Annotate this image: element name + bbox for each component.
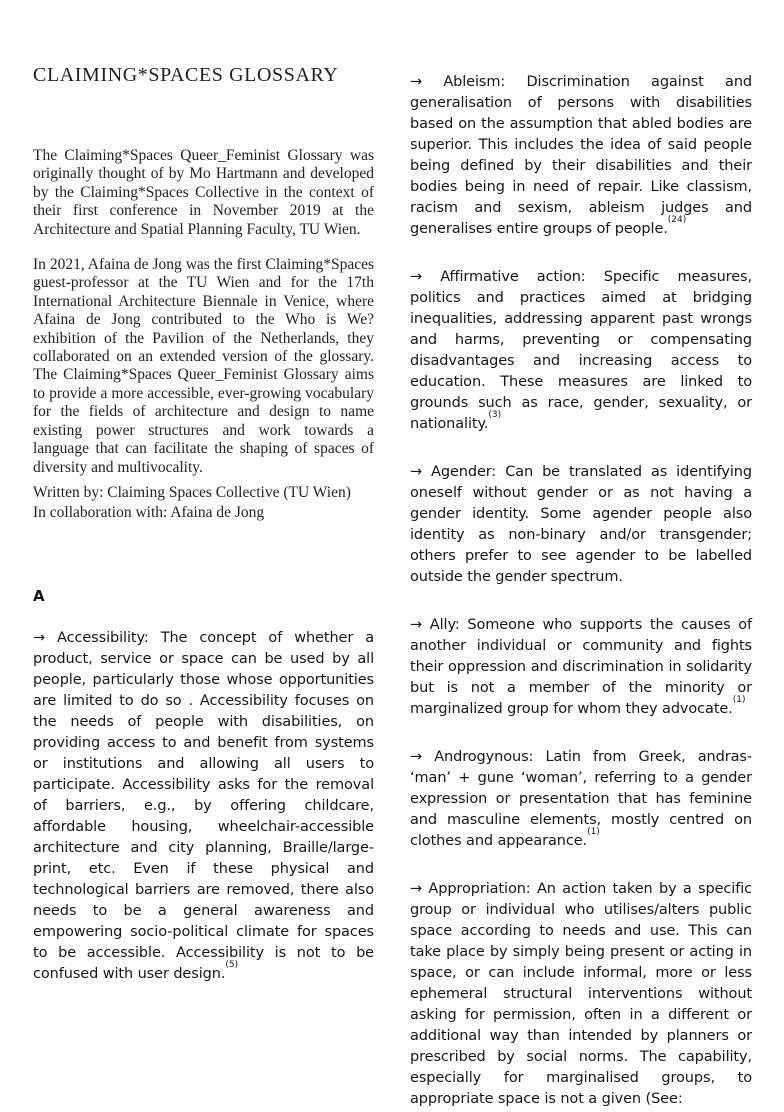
entry-ref: (1)	[587, 827, 600, 838]
left-column	[33, 64, 374, 1112]
entry-definition: Discrimination against and generalisation of persons with disabilities based on the assumption that abled bodies are superior. This includes the idea of said people being defined by their disabilities and their bodies being in need of repair. Like classism, racism and sexism, ableism judges and generalises entire groups of people.	[410, 74, 753, 237]
entry-definition: Someone who supports the causes of another individual or community and fights their oppression and discrimination in solidarity but is not a member of the minority or marginalized group for whom they advocate.	[410, 617, 753, 717]
glossary-entry-affirmative-action	[410, 267, 752, 435]
credits-collaboration: In collaboration with: Afaina de Jong	[33, 503, 265, 521]
entry-term: Accessibility:	[57, 629, 149, 646]
entry-ref: (24)	[667, 215, 687, 226]
arrow-icon: →	[410, 269, 423, 285]
arrow-icon: →	[410, 881, 423, 897]
glossary-entry-androgynous	[410, 747, 752, 852]
entry-definition: Can be translated as identifying oneself without gender or as not having a gender identity. Some agender people also identity as non-binary and/or transgender; others prefer to see agender to be labelled outside the gender spectrum.	[410, 464, 752, 585]
entry-definition: Specific measures, politics and practices aimed at bridging inequalities, addressing apparent past wrongs and harms, preventing or compensating disadvantages and increasing access to education. These measures are linked to grounds such as race, gender, sexuality, or nationality.	[410, 269, 752, 432]
section-letter-a: A	[33, 586, 45, 605]
credits-written-by: Written by: Claiming Spaces Collective (TU Wien)	[33, 483, 351, 501]
entry-definition: An action taken by a specific group or individual who utilises/alters public space according to needs and use. This can take place by simply being present or acting in space, or can include informal, more or less ephemeral structural interventions without asking for permission, often in a different or additional way than intended by planners or prescribed by social norms. The capability, especially for marginalised groups, to appropriate space is not a given (See:	[410, 881, 752, 1107]
entry-ref: (3)	[488, 410, 502, 421]
glossary-entry-appropriation	[410, 879, 752, 1110]
glossary-entry-ally	[410, 615, 752, 720]
entry-term: Appropriation:	[428, 881, 531, 897]
glossary-entry-ableism	[410, 72, 752, 240]
entry-term: Ally:	[429, 617, 460, 633]
intro-paragraph-2: In 2021, Afaina de Jong was the first Claiming*Spaces guest-professor at the TU Wien and for the 17th International Architecture Biennale in Venice, where Afaina de Jong contributed to the Who is We? exhibition of the Pavilion of the Netherlands, they collaborated on an extended version of the glossary. The Claiming*Spaces Queer_Feminist Glossary aims to provide a more accessible, ever-growing vocabulary for the fields of architecture and design to name existing power structures and work towards a language that can facilitate the shaping of spaces of diversity and multivocality.	[33, 256, 374, 476]
entry-term: Affirmative action:	[440, 269, 586, 285]
entry-ref: (1)	[732, 695, 746, 706]
arrow-icon: →	[410, 749, 423, 765]
arrow-icon: →	[33, 629, 46, 646]
glossary-entry-accessibility	[33, 628, 374, 985]
arrow-icon: →	[410, 617, 423, 633]
page-title: CLAIMING*SPACES GLOSSARY	[33, 64, 339, 86]
arrow-icon: →	[410, 74, 423, 90]
entry-term: Agender:	[431, 464, 497, 480]
right-column	[410, 64, 752, 1112]
entry-definition: Latin from Greek, andras- ‘man’ + gune ‘woman’, referring to a gender expression or presentation that has feminine and masculine elements, mostly centred on clothes and appearance.	[410, 749, 752, 849]
entry-ref: (5)	[225, 960, 239, 971]
arrow-icon: →	[410, 464, 423, 480]
entry-term: Ableism:	[443, 74, 506, 90]
entry-definition: The concept of whether a product, service or space can be used by all people, particularly those whose opportunities are limited to do so . Accessibility focuses on the needs of people with disabilities, on providing access to and benefit from systems or institutions and allowing all users to participate. Accessibility asks for the removal of barriers, e.g., by offering childcare, affordable housing, wheelchair-accessible architecture and city planning, Braille/large-print, etc. Even if these physical and technological barriers are removed, there also needs to be a general awareness and empowering socio-political climate for spaces to be accessible. Accessibility is not to be confused with user design.	[33, 629, 374, 982]
intro-paragraph-1: The Claiming*Spaces Queer_Feminist Glossary was originally thought of by Mo Hartmann and developed by the Claiming*Spaces Collective in the context of their first conference in November 2019 at the Architecture and Spatial Planning Faculty, TU Wien.	[33, 147, 374, 238]
entry-term: Androgynous:	[434, 749, 534, 765]
glossary-entry-agender	[410, 462, 752, 588]
credits-block	[33, 483, 374, 523]
